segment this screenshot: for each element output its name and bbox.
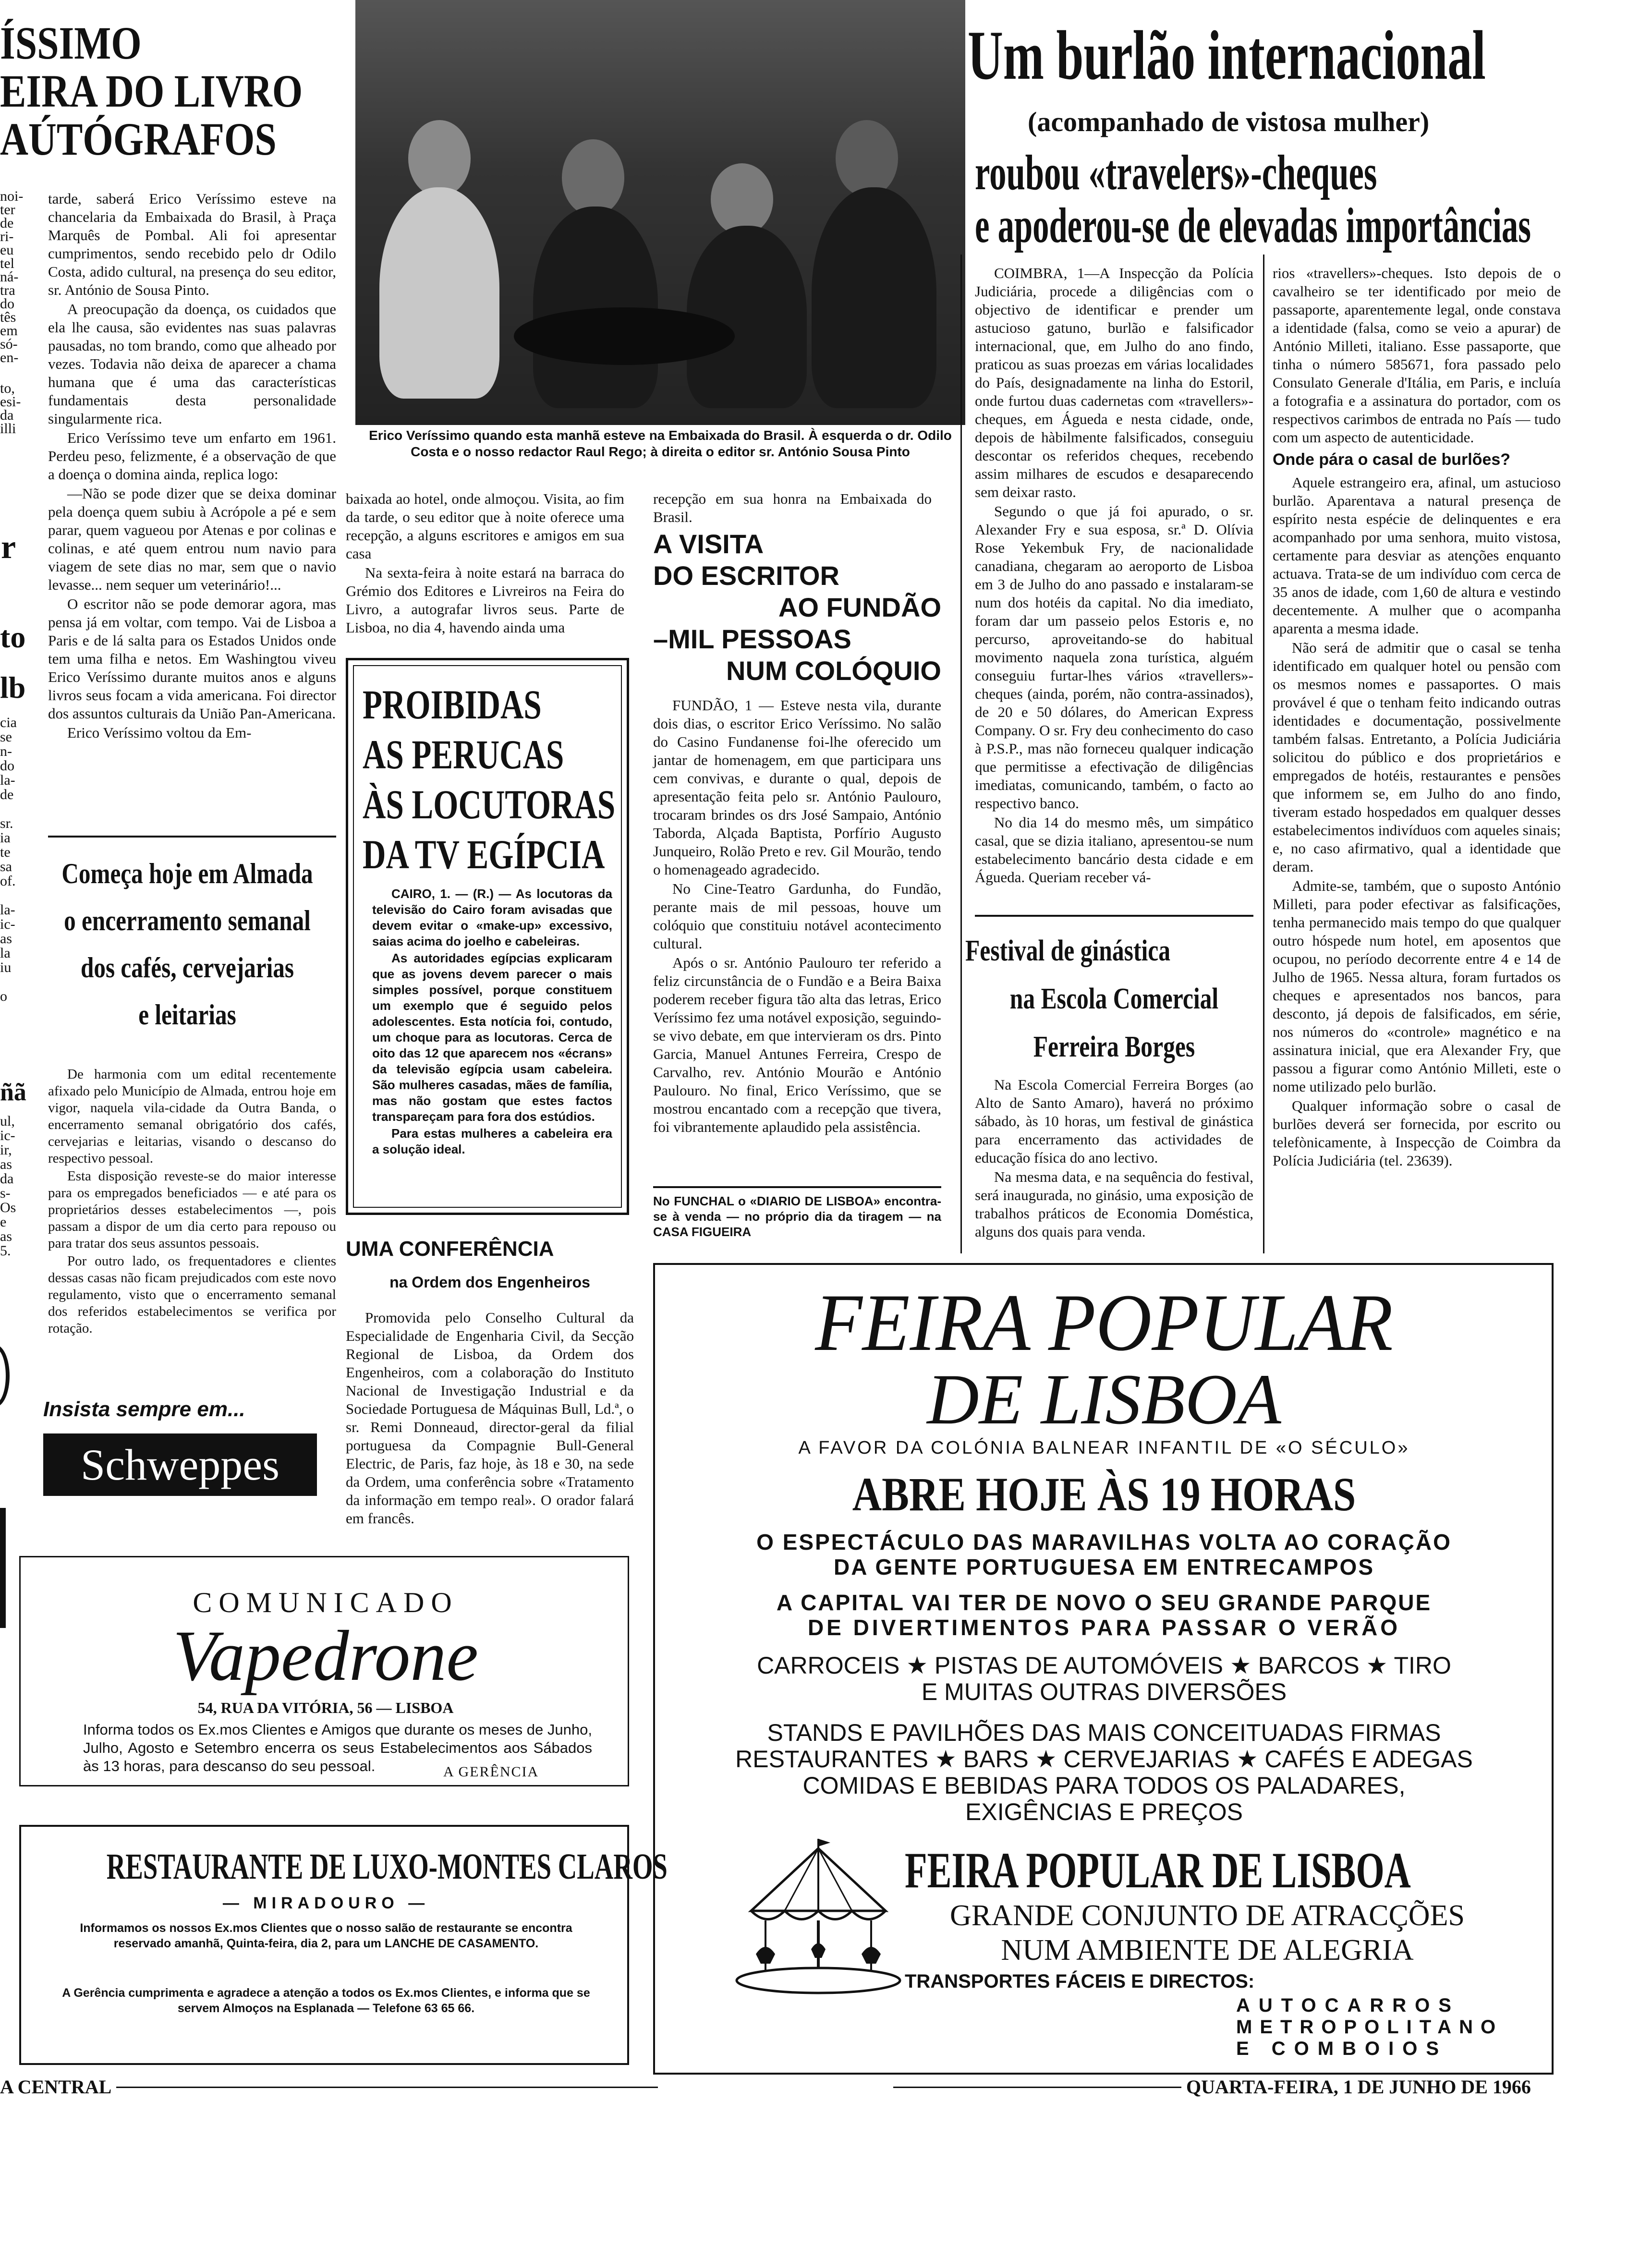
burlao-subhead: Onde pára o casal de burlões? — [1273, 450, 1511, 469]
snippet: la- — [0, 902, 15, 918]
feira-popular-ad — [653, 1263, 1554, 2075]
paragraph: No dia 14 do mesmo mês, um simpático casal, que se dizia italiano, apresentou-se num estabelecimento bancário desta cidade e em Águeda. Queriam receber vá- — [975, 814, 1253, 886]
snippet: esi- — [0, 394, 21, 410]
snippet: tês — [0, 309, 16, 325]
feira-transport-metro: METROPOLITANO — [1236, 2016, 1504, 2038]
snippet: to, — [0, 380, 15, 396]
burlao-subtitle-1: (acompanhado de vistosa mulher) — [1028, 106, 1430, 137]
left-cut-letter-lb: lb — [0, 670, 26, 704]
snippet: tel — [0, 255, 14, 271]
column-rule — [1263, 255, 1264, 1253]
photo-person-4 — [812, 187, 936, 408]
visita-title-line: A VISITA — [653, 529, 764, 559]
snippet: noi- — [0, 188, 24, 204]
almada-title-line: o encerramento semanal — [64, 905, 311, 936]
column-rule — [48, 836, 336, 838]
perucas-box — [346, 658, 629, 1215]
festival-title — [965, 927, 1263, 1071]
snippet: e — [0, 1214, 7, 1230]
restaurante-ad — [19, 1825, 668, 2065]
perucas-body — [372, 886, 612, 1158]
feira-abre-hoje: ABRE HOJE ÀS 19 HORAS — [852, 1468, 1356, 1521]
snippet: do — [0, 296, 14, 312]
snippet: se — [0, 729, 12, 745]
photo-person-1 — [379, 187, 499, 399]
footer-section: A CENTRAL — [0, 2076, 116, 2098]
left-cut-rule — [0, 1508, 6, 1628]
burlao-column-2 — [1273, 264, 1561, 1171]
visita-title-line: –MIL PESSOAS — [653, 624, 851, 654]
paragraph: Não será de admitir que o casal se tenha identificado em qualquer hotel ou pensão com os mesmos nomes e passaportes. O mais provável é que o tenham feito indicando outras identidades e documentação, possivelmente também falsas. Entretanto, a Polícia Judiciária solicitou do público e dos proprietários e empregados de hotéis, restaurantes e pensões que informem se, em Julho do ano findo, tiveram estado hospedados em qualquer desses estabelecimentos indivíduos com aqueles sinais; e, no caso afirmativo, qual a identidade que deram. — [1273, 639, 1561, 875]
paragraph: baixada ao hotel, onde almoçou. Visita, ao fim da tarde, o seu editor que à noite oferece uma recepção, a alguns escritores e amigos em sua casa — [346, 490, 624, 562]
perucas-title-line: AS PERUCAS — [363, 731, 564, 777]
left-cut-snippets — [0, 188, 24, 437]
almada-title-line: dos cafés, cervejarias — [80, 952, 294, 984]
snippet: tra — [0, 282, 15, 298]
comunicado-title: COMUNICADO — [193, 1587, 459, 1618]
feira-transportes: TRANSPORTES FÁCEIS E DIRECTOS: — [905, 1971, 1255, 1992]
snippet: ic- — [0, 916, 15, 932]
festival-title-line: Ferreira Borges — [1033, 1031, 1195, 1063]
schweppes-brand-logo: Schweppes — [43, 1433, 317, 1496]
paragraph: Na mesma data, e na sequência do festival, será inaugurada, no ginásio, uma exposição de trabalhos práticos de Economia Doméstica, alguns dos quais para venda. — [975, 1168, 1253, 1240]
snippet: s- — [0, 1185, 11, 1201]
photo-person-2-head — [562, 139, 624, 216]
paragraph: Promovida pelo Conselho Cultural da Especialidade de Engenharia Civil, da Secção Regional de Lisboa, da Ordem dos Engenheiros, com a colaboração do Instituto Nacional de Investigação Industrial e da Sociedade Portuguesa de Máquinas Bull, Ld.ª, o sr. Remi Donneaud, director-geral da filial portuguesa da Compagnie Bull-General Electric, de Paris, faz hoje, às 18 e 30, na sede da Ordem, uma conferência sobre «Tratamento da informação em tempo real». O orador falará em francês. — [346, 1309, 634, 1527]
visita-title-line: AO FUNDÃO — [778, 592, 941, 622]
verissimo-column-3 — [653, 490, 932, 527]
festival-title-line: na Escola Comercial — [1009, 983, 1219, 1015]
snippet: 5. — [0, 1243, 11, 1259]
snippet: de — [0, 215, 14, 231]
feira-line-3a: CARROCEIS ★ PISTAS DE AUTOMÓVEIS ★ BARCOS ★ TIRO — [757, 1652, 1451, 1679]
snippet: cia — [0, 715, 17, 730]
festival-body — [975, 1076, 1253, 1242]
snippet: as — [0, 1228, 12, 1244]
feira-line-1b: DA GENTE PORTUGUESA EM ENTRECAMPOS — [834, 1555, 1374, 1579]
paragraph: recepção em sua honra na Embaixada do Brasil. — [653, 490, 932, 525]
paragraph: No Cine-Teatro Gardunha, do Fundão, perante mais de mil pessoas, houve um colóquio que constituiu notável acontecimento cultural. — [653, 880, 941, 952]
festival-title-line: Festival de ginástica — [965, 935, 1171, 967]
paragraph: Segundo o que já foi apurado, o sr. Alexander Fry e sua esposa, sr.ª D. Olívia Rose Yekembuk Fry, de nacionalidade canadiana, chegaram ao aeroporto de Lisboa em 3 de Julho do ano passado e instalaram-se num dos hotéis da capital. No dia imediato, foram dar um passeio pelos Estoris e, no percurso, aproveitando-se do habitual movimento naquela zona turística, alguém conseguiu furtar-lhes vários «travellers»-cheques (ainda, porém, não contra-assinados), de 20 e 50 dólares, do American Express Company. O sr. Fry deu conhecimento do caso à P.S.P., mas não forneceu qualquer indicação que permitisse a efectivação de diligências imediatas, comunicando, também, o facto ao respectivo banco. — [975, 503, 1253, 812]
snippet: ri- — [0, 229, 14, 244]
snippet: n- — [0, 743, 12, 759]
carousel-illustration — [732, 1839, 905, 1997]
snippet: ter — [0, 202, 15, 218]
comunicado-ad — [19, 1556, 629, 1786]
news-photo — [355, 0, 965, 425]
conferencia-subtitle: na Ordem dos Engenheiros — [389, 1274, 590, 1291]
left-cut-heading-2: ñã — [0, 1079, 26, 1106]
funchal-notice: No FUNCHAL o «DIARIO DE LISBOA» encontra-se à venda — no próprio dia da tiragem — na CASA FIGUEIRA — [653, 1194, 941, 1239]
perucas-title — [363, 680, 622, 879]
snippet: illi — [0, 421, 16, 437]
feira-conjunto-2: NUM AMBIENTE DE ALEGRIA — [1001, 1934, 1414, 1967]
paragraph: De harmonia com um edital recentemente afixado pelo Município de Almada, entrou hoje em vigor, naquela vila-cidade da Outra Banda, o encerramento semanal obrigatório dos cafés, cervejarias e leitarias, visando o descanso do respectivo pessoal. — [48, 1067, 336, 1166]
comunicado-brand-logo: Vapedrone — [173, 1616, 478, 1696]
snippet: eu — [0, 242, 14, 258]
paragraph: A preocupação da doença, os cuidados que ela lhe causa, são evidentes nas suas palavras pausadas, no tom brando, como que alheado por vezes. Todavia não deixa de aparecer a chama humana que é uma das características fundamentais desta personalidade singularmente rica. — [48, 301, 336, 427]
paragraph: COIMBRA, 1—A Inspecção da Polícia Judiciária, procede a diligências com o objectivo de identificar e prender um astucioso gatuno, burlão e falsificador internacional, que, em Julho do ano findo, praticou as suas proezas em várias localidades do País, designadamente na linha do Estoril, onde furtou duas cadernetas com «travellers»-cheques, em Águeda e nesta cidade, onde, depois de hàbilmente falsificados, conseguiu descontar os referidos cheques, recebendo assim milhares de escudos e desaparecendo sem deixar rasto. — [975, 265, 1253, 500]
paragraph: Por outro lado, os frequentadores e clientes dessas casas não ficam prejudicados com este novo regulamento, visto que o encerramento semanal dos referidos estabelecimentos se verifica por rotação. — [48, 1253, 336, 1336]
paragraph: Erico Veríssimo voltou da Em- — [67, 724, 252, 741]
snippet: o — [0, 988, 7, 1004]
photo-person-4-head — [836, 120, 898, 197]
restaurante-body-2: A Gerência cumprimenta e agradece a atenção a todos os Ex.mos Clientes, e informa que se servem Almoços na Esplanada — Telefone 63 65 66. — [62, 1986, 590, 2015]
snippet: só- — [0, 336, 18, 352]
perucas-title-line: ÀS LOCUTORAS — [363, 781, 616, 827]
snippet: da — [0, 407, 14, 423]
snippet: ia — [0, 830, 11, 846]
paragraph: tarde, saberá Erico Veríssimo esteve na chancelaria da Embaixada do Brasil, à Praça Marquês de Pombal. Ali foi apresentar cumprimentos, sendo recebido pelo dr Odilo Costa, adido cultural, na presença do seu editor, sr. António de Sousa Pinto. — [48, 190, 336, 298]
snippet: sa — [0, 859, 12, 874]
snippet: ir, — [0, 1142, 12, 1158]
burlao-subtitle-3: e apoderou-se de elevadas importâncias — [975, 198, 1531, 253]
feira-line-2a: A CAPITAL VAI TER DE NOVO O SEU GRANDE PARQUE — [776, 1590, 1432, 1615]
feira-title-2: DE LISBOA — [927, 1360, 1281, 1439]
schweppes-tagline: Insista sempre em... — [43, 1397, 245, 1421]
photo-caption: Erico Veríssimo quando esta manhã esteve na Embaixada do Brasil. À esquerda o dr. Odilo Costa e o nosso redactor Raul Rego; à direita o editor sr. António Sousa Pinto — [369, 428, 952, 459]
feira-line-4b: RESTAURANTES ★ BARS ★ CERVEJARIAS ★ CAFÉS E ADEGAS — [735, 1746, 1473, 1773]
footer-rule-left — [82, 2087, 658, 2088]
footer-date: QUARTA-FEIRA, 1 DE JUNHO DE 1966 — [1186, 2076, 1531, 2098]
perucas-title-line: DA TV EGÍPCIA — [363, 831, 605, 877]
schweppes-ad — [19, 1393, 327, 1503]
snippet: sr. — [0, 815, 13, 831]
comunicado-signature: A GERÊNCIA — [443, 1764, 539, 1780]
snippet: as — [0, 931, 12, 947]
feira-favor: A FAVOR DA COLÓNIA BALNEAR INFANTIL DE «O SÉCULO» — [798, 1438, 1410, 1458]
restaurante-body-1: Informamos os nossos Ex.mos Clientes que o nosso salão de restaurante se encontra reservado amanhã, Quinta-feira, dia 2, para um LANCHE DE CASAMENTO. — [80, 1921, 572, 1950]
feira-title-1: FEIRA POPULAR — [815, 1277, 1393, 1368]
snippet: te — [0, 844, 11, 860]
left-cut-letter-r: r — [1, 529, 16, 566]
feira-line-4c: COMIDAS E BEBIDAS PARA TODOS OS PALADARES, — [802, 1772, 1406, 1799]
paragraph: Aquele estrangeiro era, afinal, um astucioso burlão. Aparentava a natural presença de espírito nesta espécie de delinquentes e era acompanhado por uma senhora, muito vistosa, certamente para desviar as atenções enquanto actuava. Trata-se de um indivíduo com cerca de 35 anos de idade, com 1,60 de altura e vestindo decentemente. A mulher que o acompanha aparenta a mesma idade. — [1273, 474, 1561, 637]
verissimo-column-2 — [346, 490, 624, 638]
almada-title-line: e leitarias — [138, 999, 236, 1031]
perucas-title-line: PROIBIDAS — [363, 681, 542, 728]
almada-title-line: Começa hoje em Almada — [61, 858, 313, 889]
paragraph: Após o sr. António Paulouro ter referido a feliz circunstância de o Fundão e a Beira Baixa poderem receber figura tão alta das letras, Erico Veríssimo fez uma notável exposição, seguindo-se vivo debate, em que intervieram os drs. Pinto Garcia, Manuel Antunes Ferreira, Crespo de Carvalho, rev. António Mourão e António Paulouro. No final, Erico Veríssimo, que se mostrou encantado com a recepção que tivera, foi vibrantemente aplaudido pela assistência. — [653, 954, 941, 1135]
feira-line-4d: EXIGÊNCIAS E PREÇOS — [965, 1798, 1243, 1825]
column-rule — [975, 915, 1253, 917]
paragraph: Para estas mulheres a cabeleira era a solução ideal. — [372, 1126, 612, 1156]
snippet: ic- — [0, 1128, 15, 1143]
feira-line-4a: STANDS E PAVILHÕES DAS MAIS CONCEITUADAS FIRMAS — [767, 1719, 1441, 1746]
visita-body — [653, 696, 941, 1137]
left-cut-letter-to: to — [0, 620, 26, 654]
photo-person-1-head — [408, 120, 471, 197]
paragraph: As autoridades egípcias explicaram que as jovens devem parecer o mais simples possível, porque constituem um exemplo que é seguido pelos adolescentes. Esta notícia foi, contudo, um choque para as locutoras. Cerca de oito das 12 que aparecem nos «écrans» da televisão egípcia usam cabeleira. São mulheres casadas, mães de família, mas não gostam que estes factos transpareçam para fora dos estúdios. — [372, 951, 612, 1124]
snippet: de — [0, 787, 14, 802]
snippet: ul, — [0, 1113, 15, 1129]
snippet: as — [0, 1156, 12, 1172]
paragraph: Admite-se, também, que o suposto António Milleti, para poder efectivar as falsificações, tenha permanecido mais tempo do que qualquer outro hóspede num hotel, em aposentos que ocupou, no período decorrente entre 4 e 14 de Julho de 1965. Nessa altura, foram furtados os cheques e apresentados nos bancos, para desconto, já depois de falsificados, em série, nos números do «controle» magnético e na assinatura inicial, que era Alexander Fry, que passou a figurar como António Milleti, este o nome utilizado pelo burlão. — [1273, 877, 1561, 1095]
feira-conjunto-1: GRANDE CONJUNTO DE ATRACÇÕES — [950, 1899, 1465, 1932]
paragraph: Erico Veríssimo teve um enfarto em 1961. Perdeu peso, felizmente, é a observação de que a doença o domina ainda, replica logo: — [48, 429, 336, 483]
feira-transport-bus: AUTOCARROS — [1236, 1995, 1460, 2016]
left-cut-snippets-3 — [0, 1114, 21, 1258]
paragraph: Esta disposição reveste-se do maior interesse para os empregados beneficiados — e até para os proprietários desses estabelecimentos —, pois passam a dispor de um dia certo para repouso ou para tratar dos seus assuntos pessoais. — [48, 1168, 336, 1251]
conferencia-title: UMA CONFERÊNCIA — [346, 1237, 554, 1261]
paragraph: Na sexta-feira à noite estará na barraca do Grémio dos Editores e Livreiros na Feira do Livro, a autografar livros seus. Parte de Lisboa, no dia 4, havendo ainda uma — [346, 564, 624, 636]
left-headline-line-1: ÍSSIMO — [0, 17, 142, 69]
left-headline-line-2: EIRA DO LIVRO — [0, 65, 303, 117]
snippet: iu — [0, 959, 12, 975]
restaurante-subtitle: — MIRADOURO — — [222, 1894, 430, 1912]
snippet: la — [0, 945, 11, 961]
visita-title-line: DO ESCRITOR — [653, 560, 839, 591]
visita-title-line: NUM COLÓQUIO — [726, 656, 941, 686]
column-rule — [653, 1186, 941, 1188]
column-rule — [960, 255, 962, 1253]
visita-title — [653, 528, 941, 687]
snippet: of. — [0, 873, 16, 889]
conferencia-body — [346, 1309, 634, 1529]
paragraph: rios «travellers»-cheques. Isto depois de o cavalheiro se ter identificado por meio de passaporte, aparentemente legal, onde constava a identidade (falsa, como se veio a apurar) de António Milleti, italiano. Esse passaporte, que tinha o número 585671, fora passado pelo Consulato Generale d'Itália, em Paris, e incluía a fotografia e a assinatura do portador, com os respectivos carimbos de entrada no País — tudo com um aspecto de autenticidade. — [1273, 265, 1561, 446]
burlao-title: Um burlão internacional — [968, 16, 1486, 94]
left-cut-snippets-2 — [0, 716, 21, 1004]
paragraph: —Não se pode dizer que se deixa dominar pela doença quem subiu à Acrópole a pé e sem parar, quem vagueou por Atenas e por colinas e colinas, e até quem entrou num navio para viagem de sete dias no mar, sem que o navio levasse... nem sequer um veterinário!... — [48, 485, 336, 593]
snippet: Os — [0, 1200, 16, 1215]
feira-transport-train: E COMBOIOS — [1236, 2038, 1448, 2059]
snippet: em — [0, 323, 18, 339]
feira-line-2b: DE DIVERTIMENTOS PARA PASSAR O VERÃO — [807, 1615, 1401, 1640]
feira-name: FEIRA POPULAR DE LISBOA — [905, 1842, 1411, 1898]
feira-line-1a: O ESPECTÁCULO DAS MARAVILHAS VOLTA AO CORAÇÃO — [756, 1530, 1452, 1555]
paragraph: O escritor não se pode demorar agora, mas pensa já em voltar, com tempo. Vai de Lisboa a Paris e de lá salta para os Estados Unidos onde tem uma filha e netos. Em Washingtou viveu Erico Veríssimo durante muitos anos e alguns livros seus focam a vida americana. Foi director dos assuntos culturais da União Pan-Americana. — [48, 595, 336, 722]
snippet: da — [0, 1171, 14, 1187]
photo-table — [514, 307, 735, 365]
burlao-subtitle-2: roubou «travelers»-cheques — [975, 145, 1377, 200]
paragraph: CAIRO, 1. — (R.) — As locutoras da televisão do Cairo foram avisadas que devem evitar o «make-up» excessivo, saias acima do joelho e cabeleiras. — [372, 887, 612, 948]
burlao-column-1 — [975, 264, 1253, 887]
footer-rule-right — [893, 2087, 1181, 2088]
photo-person-3-head — [711, 163, 773, 235]
snippet: ná- — [0, 269, 19, 285]
paragraph: Qualquer informação sobre o casal de burlões deverá ser fornecida, por escrito ou telefònicamente, à Inspecção de Coimbra da Polícia Judiciária (tel. 23639). — [1273, 1097, 1561, 1169]
almada-title — [34, 850, 341, 1038]
left-headline-line-3: AÚTÓGRAFOS — [0, 113, 277, 165]
comunicado-body: Informa todos os Ex.mos Clientes e Amigos que durante os meses de Junho, Julho, Agosto e Setembro encerra os seus Estabelecimentos aos Sábados às 13 horas, para descanso do seu pessoal. — [83, 1721, 592, 1774]
almada-body — [48, 1066, 336, 1338]
snippet: en- — [0, 350, 19, 365]
paragraph: Na Escola Comercial Ferreira Borges (ao Alto de Santo Amaro), haverá no próximo sábado, às 10 horas, um festival de ginástica para encerramento das actividades de educação física do ano lectivo. — [975, 1076, 1253, 1166]
restaurante-title: RESTAURANTE DE LUXO-MONTES CLAROS — [106, 1846, 668, 1887]
comunicado-address: 54, RUA DA VITÓRIA, 56 — LISBOA — [197, 1699, 454, 1716]
left-headline — [0, 19, 346, 163]
snippet: la- — [0, 772, 15, 788]
feira-line-3b: E MUITAS OUTRAS DIVERSÕES — [921, 1678, 1287, 1705]
verissimo-column-1 — [48, 190, 336, 743]
snippet: do — [0, 758, 14, 774]
paragraph: FUNDÃO, 1 — Esteve nesta vila, durante dois dias, o escritor Erico Veríssimo. No salão do Casino Fundanense foi-lhe oferecido um jantar de homenagem, em que participara uns cem convivas, e durante o qual, depois de apresentação feita pelo sr. António Paulouro, trocaram brindes os drs José Sampaio, António Taborda, Alçada Baptista, Porfírio Augusto Junqueiro, Rolão Preto e rev. Gil Mourão, tendo o homenageado agradecido. — [653, 697, 941, 878]
